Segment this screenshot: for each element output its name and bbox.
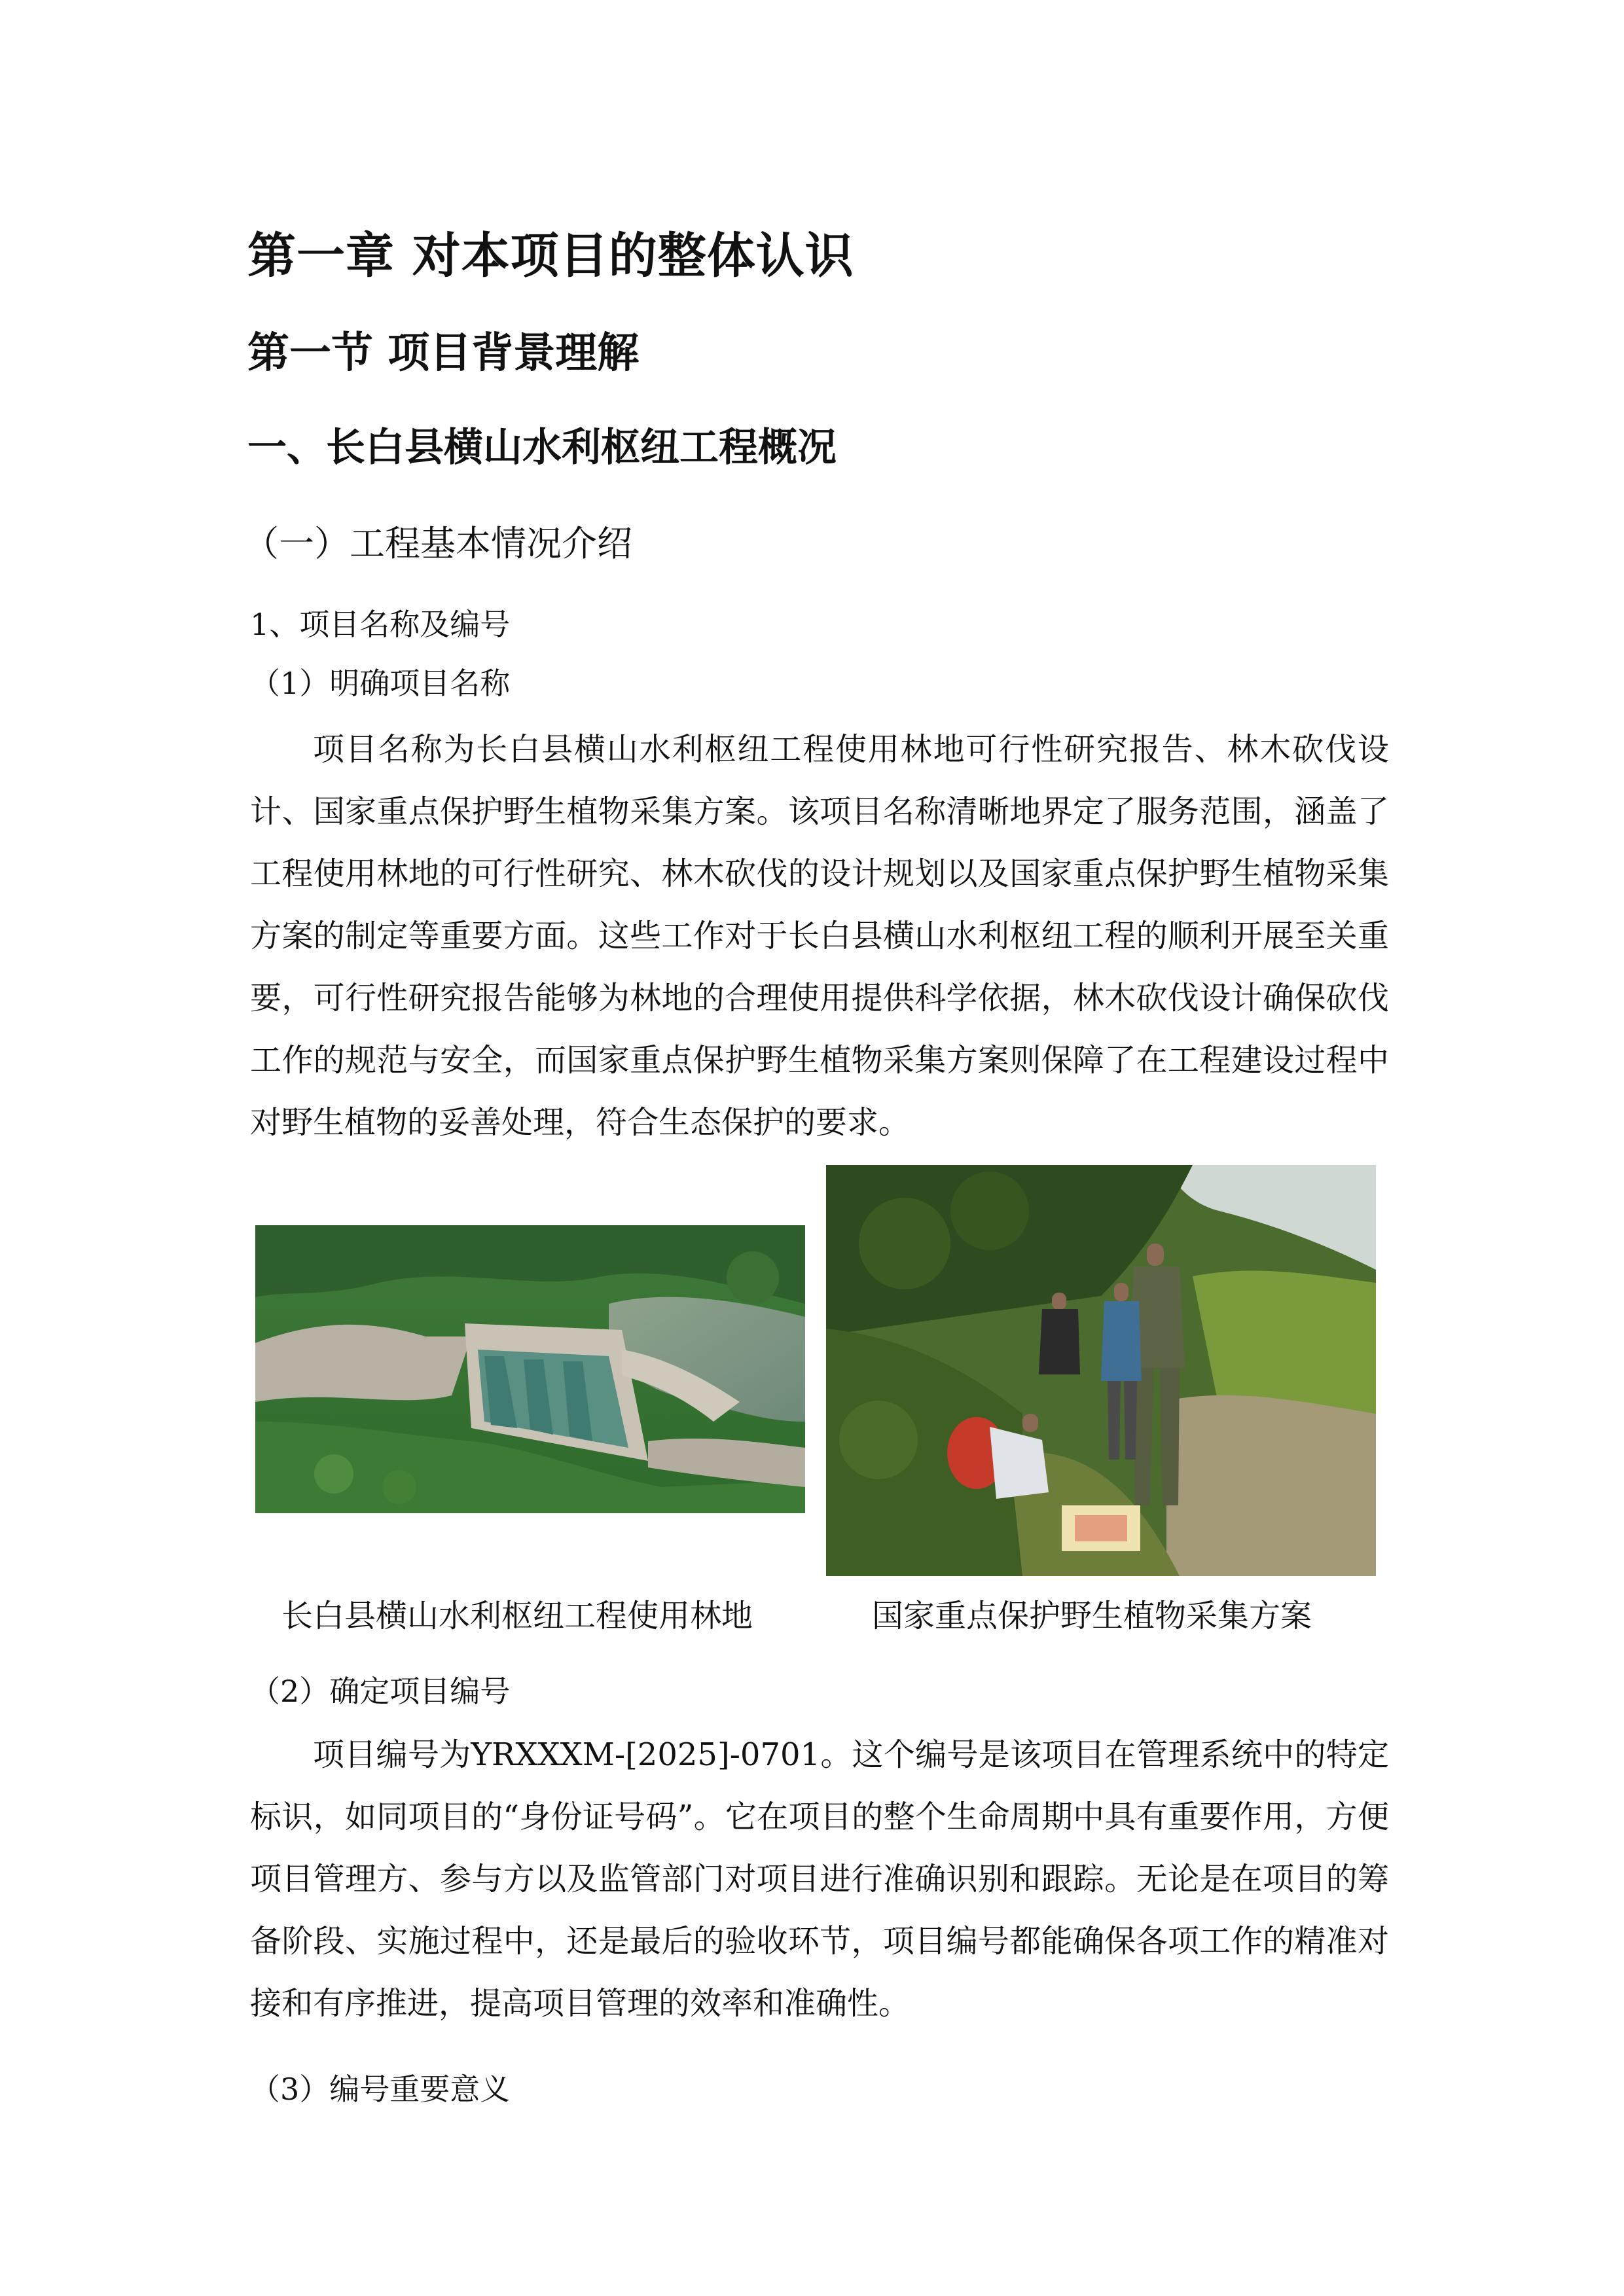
- paragraph-project-name: 项目名称为长白县横山水利枢纽工程使用林地可行性研究报告、林木砍伐设计、国家重点保护野生植物采集方案。该项目名称清晰地界定了服务范围，涵盖了工程使用林地的可行性研究、林木砍伐的设计规划以及国家重点保护野生植物采集方案的制定等重要方面。这些工作对于长白县横山水利枢纽工程的顺利开展至关重要，可行性研究报告能够为林地的合理使用提供科学依据，林木砍伐设计确保砍伐工作的规范与安全，而国家重点保护野生植物采集方案则保障了在工程建设过程中对野生植物的妥善处理，符合生态保护的要求。: [250, 731, 1389, 1141]
- section-title: 第一节 项目背景理解: [247, 329, 640, 378]
- item-1-2-title: （2）确定项目编号: [250, 1674, 511, 1709]
- subsection-title: 一、长白县横山水利枢纽工程概况: [247, 425, 837, 471]
- figure-1-caption: 长白县横山水利枢纽工程使用林地: [281, 1598, 753, 1634]
- field-survey-photo: [826, 1165, 1376, 1576]
- paragraph-project-number: 项目编号为YRXXXM-[2025]-0701。这个编号是该项目在管理系统中的特定标识，如同项目的“身份证号码”。它在项目的整个生命周期中具有重要作用，方便项目管理方、参与方以及监管部门对项目进行准确识别和跟踪。无论是在项目的筹备阶段、实施过程中，还是最后的验收环节，项目编号都能确保各项工作的精准对接和有序推进，提高项目管理的效率和准确性。: [250, 1736, 1389, 2022]
- sub-subsection-title: （一）工程基本情况介绍: [244, 523, 632, 564]
- item-1-title: 1、项目名称及编号: [250, 607, 511, 642]
- figure-2-caption: 国家重点保护野生植物采集方案: [872, 1598, 1312, 1634]
- chapter-title: 第一章 对本项目的整体认识: [247, 228, 854, 284]
- item-1-3-title: （3）编号重要意义: [250, 2072, 511, 2107]
- dam-reservoir-photo: [255, 1225, 805, 1513]
- item-1-1-title: （1）明确项目名称: [250, 666, 511, 701]
